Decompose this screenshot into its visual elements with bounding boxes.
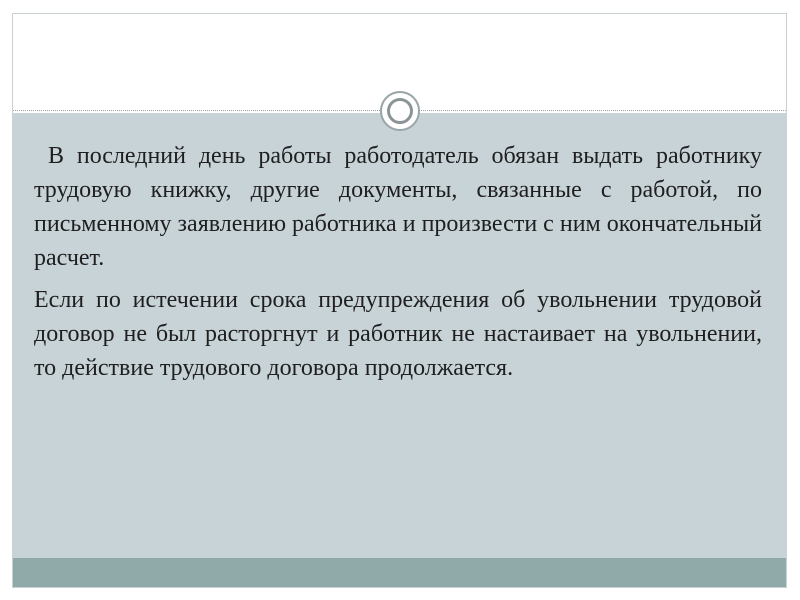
paragraph-2: Если по истечении срока предупреждения об увольнении трудовой договор не был расторгнут и работник не настаивает на увольнении, то действие трудового договора продолжается. [34, 287, 762, 381]
circle-ornament-icon [380, 91, 420, 131]
circle-ornament-inner [387, 98, 413, 124]
paragraph-1: В последний день работы работодатель обязан выдать работнику трудовую книжку, другие документы, связанные с работой, по письменному заявлению работника и произвести с ним окончательный расчет. [34, 143, 762, 271]
slide-body-text [34, 139, 762, 393]
bottom-bar [13, 558, 786, 587]
